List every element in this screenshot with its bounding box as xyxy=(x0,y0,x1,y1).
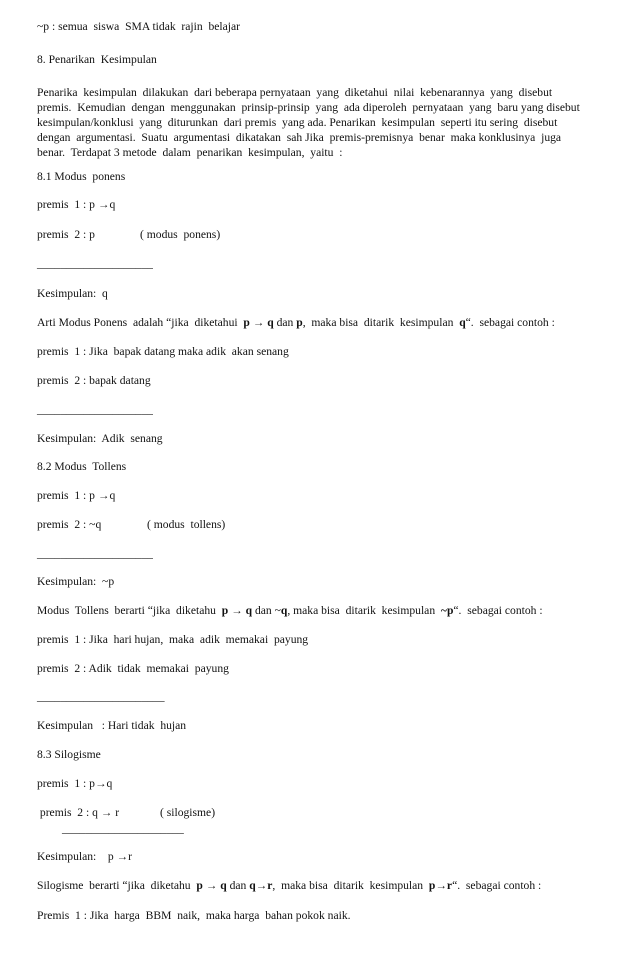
tollens-definition: Modus Tollens berarti “jika diketahu p → q dan ~q, maka bisa ditarik kesimpulan ~p“. sebagai contoh : xyxy=(37,604,543,617)
ponens-premise-2: premis 2 : p xyxy=(37,228,95,241)
section-heading-8: 8. Penarikan Kesimpulan xyxy=(37,53,157,66)
divider-line: ____________________ xyxy=(37,257,153,270)
tollens-example-premise-2: premis 2 : Adik tidak memakai payung xyxy=(37,662,229,675)
silogisme-example-premise-1: Premis 1 : Jika harga BBM naik, maka harga bahan pokok naik. xyxy=(37,909,351,922)
paragraph-line-2: premis. Kemudian dengan menggunakan prinsip-prinsip yang ada diperoleh pernyataan yang baru yang disebut xyxy=(37,101,580,114)
tollens-premise-2: premis 2 : ~q xyxy=(37,518,102,531)
paragraph-line-4: dengan argumentasi. Suatu argumentasi dikatakan sah Jika premis-premisnya benar maka konklusinya juga xyxy=(37,131,562,144)
paragraph-line-3: kesimpulan/konklusi yang diturunkan dari premis yang ada. Penarikan kesimpulan seperti itu sering disebut xyxy=(37,116,558,129)
ponens-conclusion: Kesimpulan: q xyxy=(37,287,108,300)
statement-negation: ~p : semua siswa SMA tidak rajin belajar xyxy=(37,20,241,33)
silogisme-conclusion: Kesimpulan: p →r xyxy=(37,850,132,863)
paragraph-line-1: Penarika kesimpulan dilakukan dari beberapa pernyataan yang diketahui nilai kebenarannya yang disebut xyxy=(37,86,553,99)
divider-line: _____________________ xyxy=(62,822,184,835)
ponens-premise-1: premis 1 : p →q xyxy=(37,198,116,211)
divider-line: ______________________ xyxy=(37,690,165,703)
silogisme-definition: Silogisme berarti “jika diketahu p → q dan q→r, maka bisa ditarik kesimpulan p→r“. sebagai contoh : xyxy=(37,879,542,892)
section-heading-8-3: 8.3 Silogisme xyxy=(37,748,101,761)
tollens-example-conclusion: Kesimpulan : Hari tidak hujan xyxy=(37,719,187,732)
paragraph-line-5: benar. Terdapat 3 metode dalam penarikan kesimpulan, yaitu : xyxy=(37,146,343,159)
tollens-premise-1: premis 1 : p →q xyxy=(37,489,116,502)
divider-line: ____________________ xyxy=(37,547,153,560)
tollens-example-premise-1: premis 1 : Jika hari hujan, maka adik memakai payung xyxy=(37,633,309,646)
tollens-conclusion: Kesimpulan: ~p xyxy=(37,575,115,588)
silogisme-premise-1: premis 1 : p→q xyxy=(37,777,113,790)
ponens-example-premise-2: premis 2 : bapak datang xyxy=(37,374,151,387)
ponens-example-premise-1: premis 1 : Jika bapak datang maka adik akan senang xyxy=(37,345,289,358)
silogisme-rule-label: ( silogisme) xyxy=(160,806,216,819)
silogisme-premise-2: premis 2 : q → r xyxy=(37,806,120,819)
section-heading-8-2: 8.2 Modus Tollens xyxy=(37,460,127,473)
ponens-example-conclusion: Kesimpulan: Adik senang xyxy=(37,432,163,445)
section-heading-8-1: 8.1 Modus ponens xyxy=(37,170,126,183)
divider-line: ____________________ xyxy=(37,403,153,416)
ponens-definition: Arti Modus Ponens adalah “jika diketahui p → q dan p, maka bisa ditarik kesimpulan q“. sebagai contoh : xyxy=(37,316,555,329)
tollens-rule-label: ( modus tollens) xyxy=(147,518,226,531)
ponens-rule-label: ( modus ponens) xyxy=(140,228,221,241)
